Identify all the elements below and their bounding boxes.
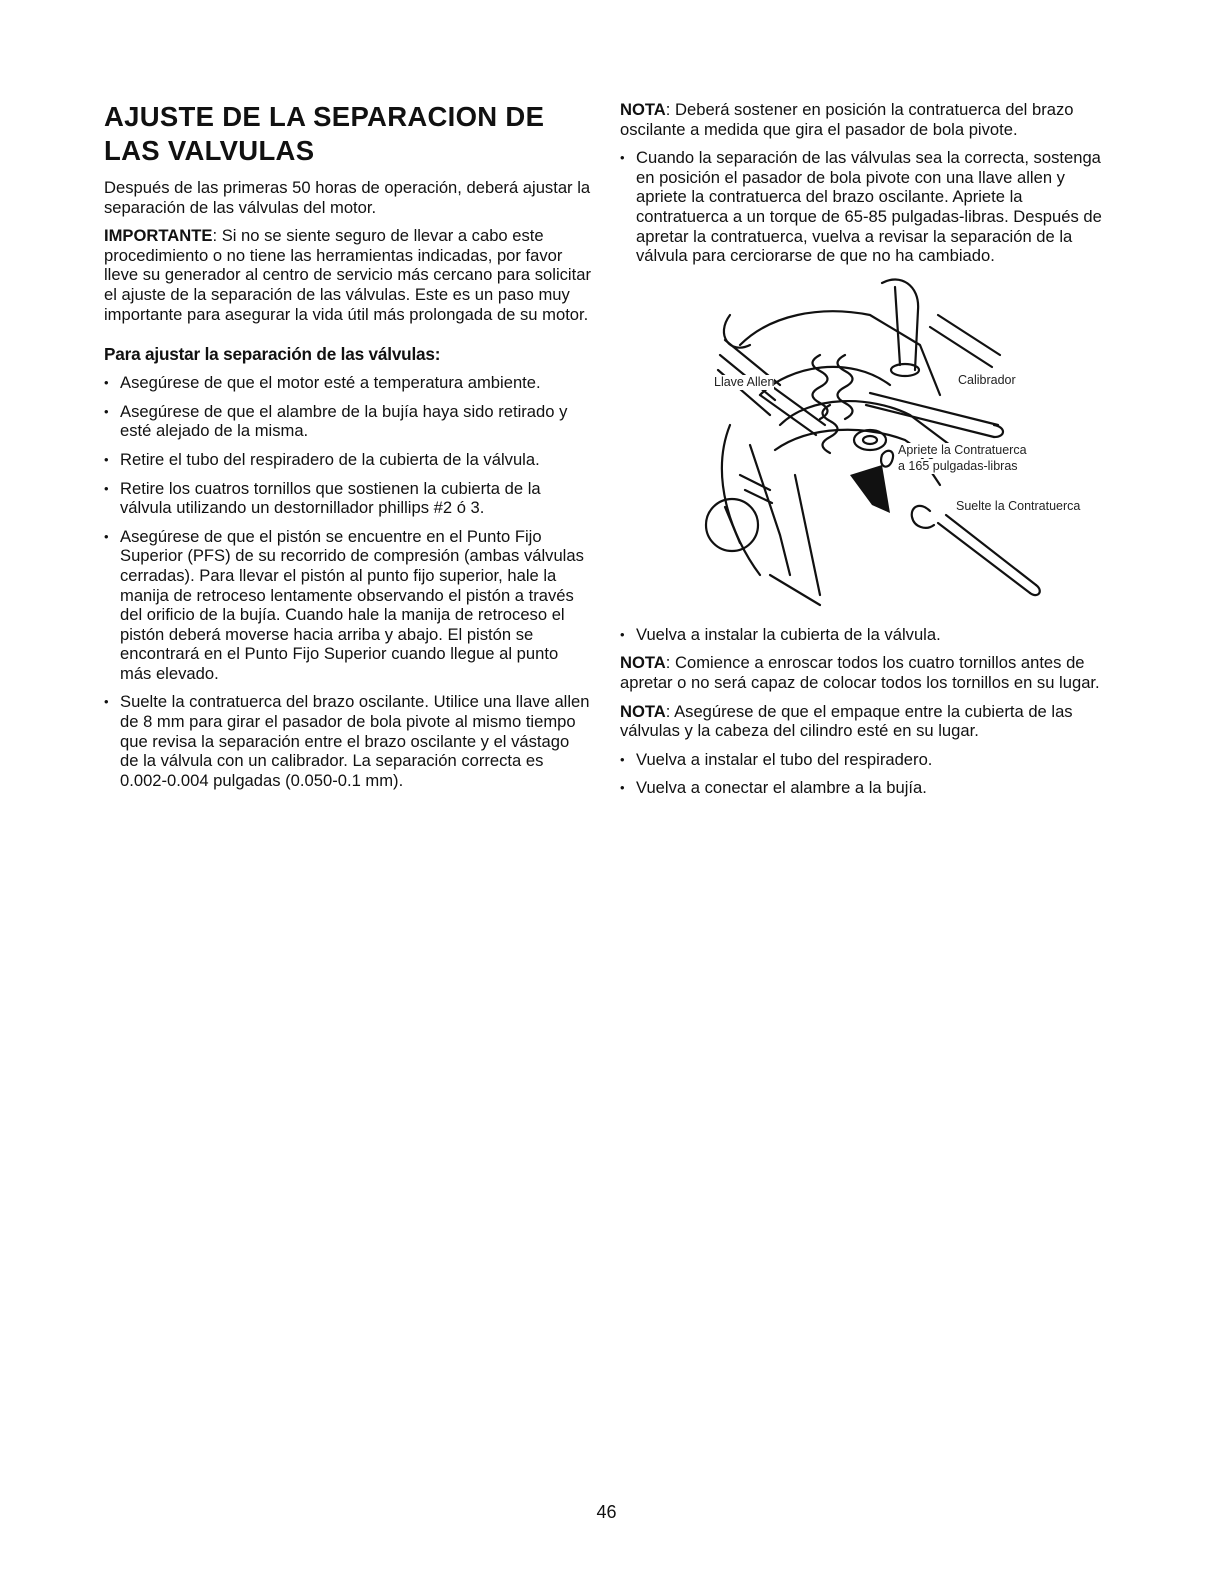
valve-adjustment-illustration [620,275,1110,615]
list-item: • Vuelva a instalar el tubo del respiradero. [620,750,1110,770]
list-item: • Retire el tubo del respiradero de la cubierta de la válvula. [104,450,592,470]
nota-label: NOTA [620,653,666,673]
reinstall-cover-list [620,625,1110,645]
list-item: • Asegúrese de que el alambre de la bujía haya sido retirado y esté alejado de la misma. [104,402,592,441]
nota-paragraph-2 [620,653,1110,692]
list-item: • Asegúrese de que el motor esté a temperatura ambiente. [104,373,592,393]
title-line-2: LAS VALVULAS [104,135,315,166]
left-column [104,100,592,799]
important-paragraph [104,226,592,324]
engine-valve-drawing [620,275,1110,615]
page-number: 46 [596,1502,617,1522]
label-llave-allen: Llave Allen [714,374,775,389]
nota-paragraph-1 [620,100,1110,139]
nota-text: : Deberá sostener en posición la contratuerca del brazo oscilante a medida que gira el pasador de bola pivote. [620,100,1074,139]
list-item: • Suelte la contratuerca del brazo oscilante. Utilice una llave allen de 8 mm para girar el pasador de bola pivote al mismo tiempo que revisa la separación entre el brazo oscilante y el vástago de la válvula con un calibrador. La separación correcta es 0.002-0.004 pulgadas (0.050-0.1 mm). [104,692,592,790]
label-apriete-line-1: Apriete la Contratuerca [898,442,1027,457]
important-label: IMPORTANTE [104,226,213,246]
nota-label: NOTA [620,100,666,119]
list-item: • Asegúrese de que el pistón se encuentre en el Punto Fijo Superior (PFS) de su recorrido de compresión (ambas válvulas cerradas). Para llevar el pistón al punto fijo superior, hale la manija de retroceso lentamente observando el pistón a través del orificio de la bujía. Cuando hale la manija de retroceso el pistón deberá moverse hacia arriba y abajo. El pistón se encontrará en el Punto Fijo Superior cuando llegue al punto más elevado. [104,527,592,684]
right-column [620,100,1110,807]
nota-paragraph-3 [620,702,1110,741]
list-item: • Vuelva a conectar el alambre a la bujía. [620,778,1110,798]
list-item: • Retire los cuatros tornillos que sostienen la cubierta de la válvula utilizando un destornillador phillips #2 ó 3. [104,479,592,518]
list-item: • Vuelva a instalar la cubierta de la válvula. [620,625,1110,645]
nota-text: : Comience a enroscar todos los cuatro tornillos antes de apretar o no será capaz de colocar todos los tornillos en su lugar. [620,653,1100,692]
final-steps-list [620,750,1110,798]
title-line-1: AJUSTE DE LA SEPARACION DE [104,101,545,132]
nota-text: : Asegúrese de que el empaque entre la cubierta de las válvulas y la cabeza del cilindro esté en su lugar. [620,701,1073,741]
tighten-step-list [620,148,1110,266]
page-title [104,100,592,168]
procedure-steps-list [104,373,592,790]
intro-paragraph: Después de las primeras 50 horas de operación, deberá ajustar la separación de las válvulas del motor. [104,178,591,217]
nota-label: NOTA [620,701,666,721]
list-item: • Cuando la separación de las válvulas sea la correcta, sostenga en posición el pasador de bola pivote con una llave allen y apriete la contratuerca del brazo oscilante. Apriete la contratuerca a un torque de 65-85 pulgadas-libras. Después de apretar la contratuerca, vuelva a revisar la separación de la válvula para cerciorarse de que no ha cambiado. [620,148,1110,266]
label-apriete-line-2: a 165 pulgadas-libras [898,458,1018,473]
label-suelte: Suelte la Contratuerca [956,498,1081,513]
procedure-subheading: Para ajustar la separación de las válvulas: [104,344,441,365]
important-text: : Si no se siente seguro de llevar a cabo este procedimiento o no tiene las herramientas indicadas, por favor lleve su generador al centro de servicio más cercano para solicitar el ajuste de la separación de las válvulas. Este es un paso muy importante para asegurar la vida útil más prolongada de su motor. [104,226,591,324]
label-calibrador: Calibrador [958,372,1016,387]
